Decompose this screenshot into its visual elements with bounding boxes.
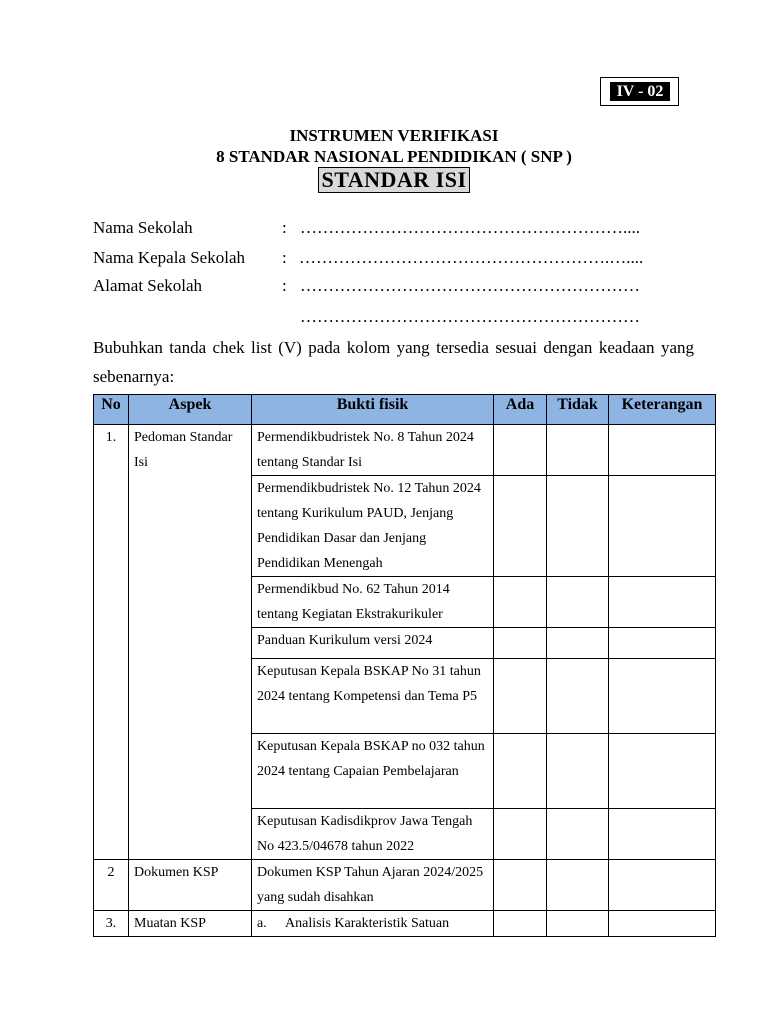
field-label: Nama Kepala Sekolah [93,248,245,267]
cell-bukti: Permendikbudristek No. 8 Tahun 2024 tentang Standar Isi [252,425,494,476]
cell-keterangan[interactable] [609,659,716,734]
cell-keterangan[interactable] [609,577,716,628]
cell-ada-checkbox[interactable] [494,809,547,860]
cell-aspek: Muatan KSP [129,911,252,937]
cell-tidak-checkbox[interactable] [547,628,609,659]
cell-aspek: Dokumen KSP [129,860,252,911]
cell-tidak-checkbox[interactable] [547,425,609,476]
table-row [94,425,716,476]
header-tidak: Tidak [547,395,609,425]
cell-tidak-checkbox[interactable] [547,860,609,911]
header-bukti-fisik: Bukti fisik [252,395,494,425]
table-row [94,860,716,911]
cell-bukti: Keputusan Kadisdikprov Jawa Tengah No 423.5/04678 tahun 2022 [252,809,494,860]
cell-keterangan[interactable] [609,809,716,860]
cell-ada-checkbox[interactable] [494,628,547,659]
cell-ada-checkbox[interactable] [494,911,547,937]
document-code: IV - 02 [610,82,670,101]
cell-tidak-checkbox[interactable] [547,911,609,937]
cell-ada-checkbox[interactable] [494,425,547,476]
header-aspek: Aspek [129,395,252,425]
field-label: Nama Sekolah [93,218,193,237]
cell-keterangan[interactable] [609,860,716,911]
cell-bukti: Permendikbudristek No. 12 Tahun 2024 tentang Kurikulum PAUD, Jenjang Pendidikan Dasar dan Jenjang Pendidikan Menengah [252,476,494,577]
header-keterangan: Keterangan [609,395,716,425]
cell-keterangan[interactable] [609,476,716,577]
header-no: No [94,395,129,425]
cell-keterangan[interactable] [609,628,716,659]
cell-keterangan[interactable] [609,425,716,476]
field-dots: …………………………………………………… [300,276,640,295]
cell-ada-checkbox[interactable] [494,860,547,911]
table-header-row [94,395,716,425]
cell-bukti: Panduan Kurikulum versi 2024 [252,628,494,659]
field-colon: : [282,218,287,237]
cell-tidak-checkbox[interactable] [547,734,609,809]
title-instrumen: INSTRUMEN VERIFIKASI [289,126,499,145]
field-dots: ………………………………………………….... [300,218,640,237]
list-letter: a. [257,916,267,931]
document-code-box [600,77,679,106]
title-standar-isi: STANDAR ISI [318,167,469,193]
table-row [94,911,716,937]
cell-tidak-checkbox[interactable] [547,659,609,734]
title-snp: 8 STANDAR NASIONAL PENDIDIKAN ( SNP ) [216,147,572,166]
field-colon: : [282,276,287,295]
field-dots: ……………………………………………….….... [299,248,644,267]
cell-no: 1. [94,425,129,860]
cell-no: 3. [94,911,129,937]
header-ada: Ada [494,395,547,425]
instruction-text: Bubuhkan tanda chek list (V) pada kolom yang tersedia sesuai dengan keadaan yang sebenarnya: [93,338,694,386]
cell-tidak-checkbox[interactable] [547,476,609,577]
cell-ada-checkbox[interactable] [494,476,547,577]
cell-bukti: Permendikbud No. 62 Tahun 2014 tentang Kegiatan Ekstrakurikuler [252,577,494,628]
field-colon: : [282,248,287,267]
list-text: Analisis Karakteristik Satuan [285,916,450,931]
cell-bukti: Dokumen KSP Tahun Ajaran 2024/2025 yang sudah disahkan [252,860,494,911]
cell-aspek: Pedoman Standar Isi [129,425,252,860]
verification-table [93,394,716,937]
cell-bukti [252,911,494,937]
cell-keterangan[interactable] [609,734,716,809]
cell-ada-checkbox[interactable] [494,659,547,734]
cell-ada-checkbox[interactable] [494,577,547,628]
title-standar-wrap [0,167,768,193]
cell-tidak-checkbox[interactable] [547,809,609,860]
cell-tidak-checkbox[interactable] [547,577,609,628]
cell-ada-checkbox[interactable] [494,734,547,809]
cell-no: 2 [94,860,129,911]
cell-bukti: Keputusan Kepala BSKAP no 032 tahun 2024 tentang Capaian Pembelajaran [252,734,494,809]
field-label: Alamat Sekolah [93,276,203,295]
cell-keterangan[interactable] [609,911,716,937]
field-dots: …………………………………………………… [300,307,640,326]
cell-bukti: Keputusan Kepala BSKAP No 31 tahun 2024 tentang Kompetensi dan Tema P5 [252,659,494,734]
